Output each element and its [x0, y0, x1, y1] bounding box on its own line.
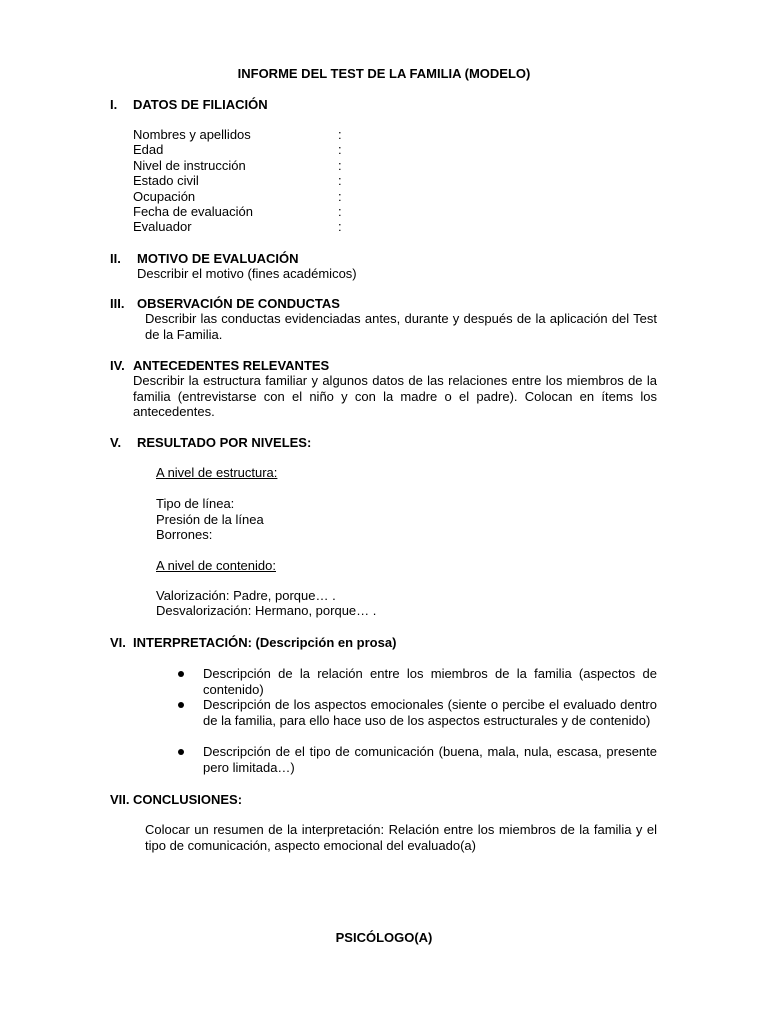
bullet-item: Descripción de los aspectos emocionales (siente o percibe el evaluado dentro de la familia, para ello hace uso de los aspectos estructurales y de contenido)	[203, 697, 657, 728]
field-colon: :	[338, 219, 342, 234]
field-colon: :	[338, 189, 342, 204]
section-2-number: II.	[110, 251, 121, 266]
section-6-number: VI.	[110, 635, 126, 650]
field-colon: :	[338, 173, 342, 188]
estructura-item: Borrones:	[156, 527, 213, 542]
section-3-text: Describir las conductas evidenciadas antes, durante y después de la aplicación del Test de la Familia.	[145, 311, 657, 342]
section-2-text: Describir el motivo (fines académicos)	[137, 266, 357, 281]
bullet-dot	[178, 702, 184, 708]
section-6-heading: INTERPRETACIÓN: (Descripción en prosa)	[133, 635, 397, 650]
field-label-edad: Edad	[133, 142, 164, 157]
field-label-fecha: Fecha de evaluación	[133, 204, 253, 219]
section-4-heading: ANTECEDENTES RELEVANTES	[133, 358, 330, 373]
field-label-ocupacion: Ocupación	[133, 189, 196, 204]
bullet-dot	[178, 749, 184, 755]
section-3-heading: OBSERVACIÓN DE CONDUCTAS	[137, 296, 340, 311]
field-label-estado-civil: Estado civil	[133, 173, 199, 188]
field-label-nivel: Nivel de instrucción	[133, 158, 246, 173]
field-label-evaluador: Evaluador	[133, 219, 192, 234]
section-3-number: III.	[110, 296, 125, 311]
contenido-item: Desvalorización: Hermano, porque… .	[156, 603, 377, 618]
field-colon: :	[338, 204, 342, 219]
bullet-item: Descripción de la relación entre los miembros de la familia (aspectos de contenido)	[203, 666, 657, 697]
section-7-text: Colocar un resumen de la interpretación: Relación entre los miembros de la familia y el tipo de comunicación, aspecto emocional del evaluado(a)	[145, 822, 657, 853]
contenido-item: Valorización: Padre, porque… .	[156, 588, 336, 603]
section-4-text: Describir la estructura familiar y algunos datos de las relaciones entre los miembros de la familia (entrevistarse con el niño y con la madre o el padre). Colocan en ítems los antecedentes.	[133, 373, 657, 419]
field-colon: :	[338, 142, 342, 157]
section-1-number: I.	[110, 97, 118, 112]
section-7-number: VII.	[110, 792, 130, 807]
estructura-item: Presión de la línea	[156, 512, 264, 527]
estructura-item: Tipo de línea:	[156, 496, 235, 511]
signature-label: PSICÓLOGO(A)	[335, 930, 433, 945]
section-1-heading: DATOS DE FILIACIÓN	[133, 97, 268, 112]
field-colon: :	[338, 158, 342, 173]
section-5-number: V.	[110, 435, 122, 450]
bullet-dot	[178, 671, 184, 677]
subheading-contenido: A nivel de contenido:	[156, 558, 276, 573]
section-7-heading: CONCLUSIONES:	[133, 792, 243, 807]
bullet-item: Descripción de el tipo de comunicación (buena, mala, nula, escasa, presente pero limitada…)	[203, 744, 657, 775]
section-2-heading: MOTIVO DE EVALUACIÓN	[137, 251, 299, 266]
section-4-number: IV.	[110, 358, 125, 373]
section-5-heading: RESULTADO POR NIVELES:	[137, 435, 312, 450]
field-label-nombres: Nombres y apellidos	[133, 127, 251, 142]
document-title: INFORME DEL TEST DE LA FAMILIA (MODELO)	[237, 66, 531, 81]
field-colon: :	[338, 127, 342, 142]
subheading-estructura: A nivel de estructura:	[156, 465, 278, 480]
